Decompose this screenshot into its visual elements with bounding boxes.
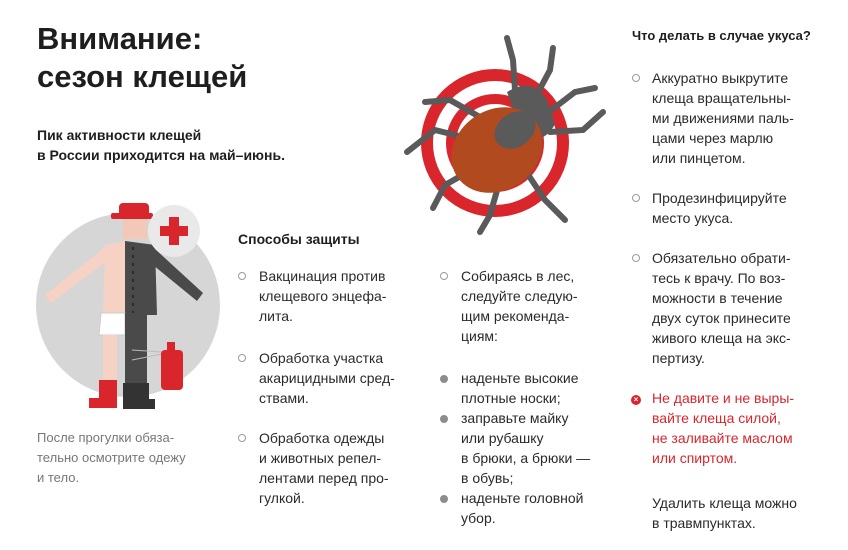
red-cross-icon — [148, 205, 200, 257]
protection-item: Обработка одежды и животных репел- лентами перед про- гулкой. — [259, 430, 389, 506]
forest-item: наденьте головной убор. — [461, 490, 584, 526]
forest-intro: Собираясь в лес, следуйте следую- щим рекоменда- циям: — [461, 268, 578, 344]
peak-activity-text: Пик активности клещей в России приходится на май–июнь. — [37, 127, 285, 163]
protection-heading: Способы защиты — [238, 231, 360, 247]
bullet-icon — [238, 354, 246, 362]
bite-warning: Не давите и не выры- вайте клеща силой, не заливайте маслом или спиртом. — [652, 390, 795, 466]
illustration-caption: После прогулки обяза- тельно осмотрите одежу и тело. — [37, 430, 186, 485]
protection-item: Вакцинация против клещевого энцефа- лита. — [259, 268, 387, 324]
bite-heading: Что делать в случае укуса? — [632, 28, 811, 43]
bullet-icon — [632, 254, 640, 262]
spray-can-icon — [130, 330, 190, 395]
bullet-icon — [238, 272, 246, 280]
bite-item: Продезинфицируйте место укуса. — [652, 190, 787, 226]
dot-bullet-icon — [440, 415, 448, 423]
protection-item: Обработка участка акарицидными сред- ствами. — [259, 350, 395, 406]
warning-icon: × — [631, 395, 641, 405]
dot-bullet-icon — [440, 495, 448, 503]
bullet-icon — [632, 74, 640, 82]
forest-item: наденьте высокие плотные носки; — [461, 370, 579, 406]
forest-item: заправьте майку или рубашку в брюки, а брюки — в обувь; — [461, 410, 591, 486]
tick-icon — [395, 20, 610, 245]
bullet-icon — [238, 434, 246, 442]
removal-note: Удалить клеща можно в травмпунктах. — [652, 495, 797, 531]
bullet-icon — [440, 272, 448, 280]
page-title: Внимание: сезон клещей — [37, 21, 248, 94]
bullet-icon — [632, 194, 640, 202]
bite-item: Аккуратно выкрутите клеща вращательны- ми движениями паль- цами через марлю или пинцетом. — [652, 70, 794, 166]
dot-bullet-icon — [440, 375, 448, 383]
bite-item: Обязательно обрати- тесь к врачу. По воз- можности в течение двух суток принесите живого клеща на экс- пертизу. — [652, 250, 791, 366]
